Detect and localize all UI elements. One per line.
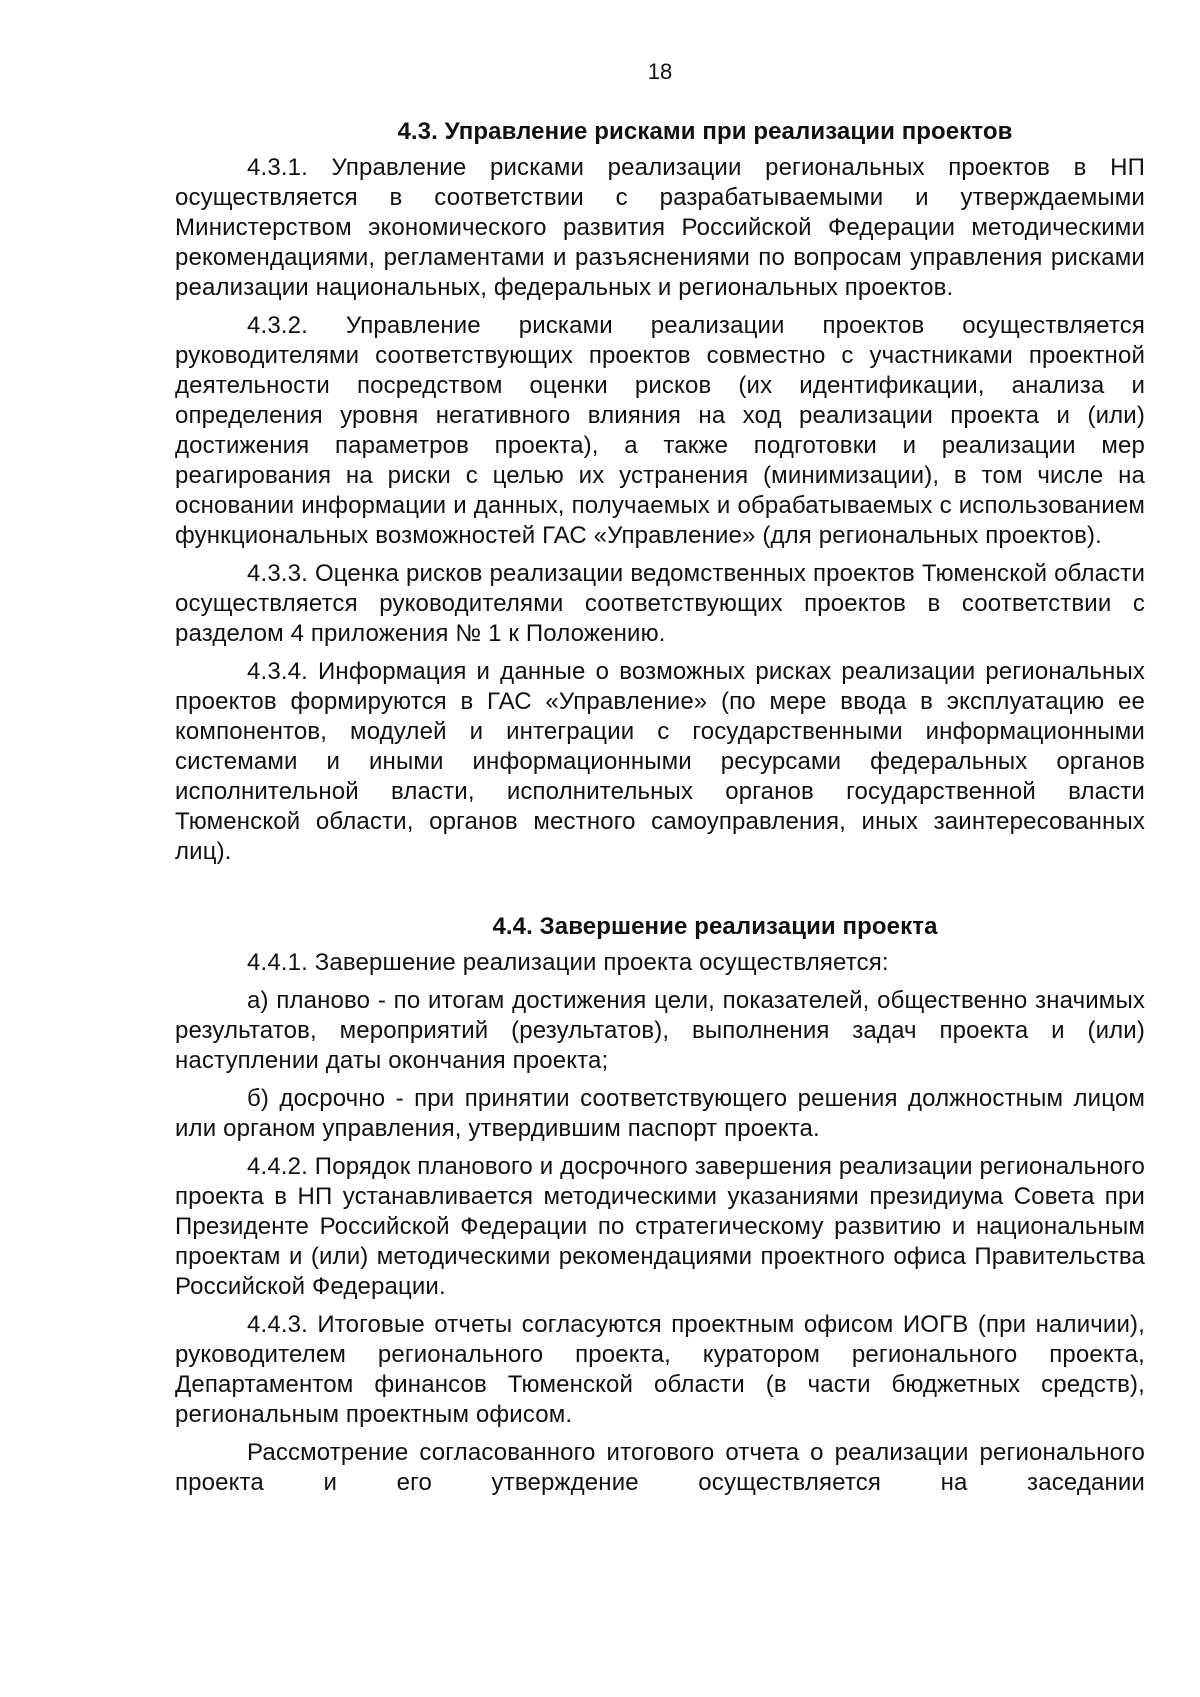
section-heading-4-4: 4.4. Завершение реализации проекта [492, 913, 938, 940]
paragraph-4-3-2: 4.3.2. Управление рисками реализации проектов осуществляется руководителями соответствующих проектов совместно с участниками проектной деятельности посредством оценки рисков (их идентификации, анализа и определения уровня негативного влияния на ход реализации проекта и (или) достижения параметров проекта), а также подготовки и реализации мер реагирования на риски с целью их устранения (минимизации), в том числе на основании информации и данных, получаемых и обрабатываемых с использованием функциональных возможностей ГАС «Управление» (для региональных проектов). [175, 312, 1145, 549]
document-body [175, 116, 1145, 1506]
paragraph-4-3-3: 4.3.3. Оценка рисков реализации ведомственных проектов Тюменской области осуществляется руководителями соответствующих проектов в соответствии с разделом 4 приложения № 1 к Положению. [175, 560, 1145, 647]
page-number: 18 [647, 59, 673, 84]
paragraph-4-3-4: 4.3.4. Информация и данные о возможных рисках реализации региональных проектов формируются в ГАС «Управление» (по мере ввода в эксплуатацию ее компонентов, модулей и интеграции с государственными информационными системами и иными информационными ресурсами федеральных органов исполнительной власти, исполнительных органов государственной власти Тюменской области, органов местного самоуправления, иных заинтересованных лиц). [175, 658, 1145, 865]
section-heading-4-3: 4.3. Управление рисками при реализации проектов [397, 118, 1013, 145]
paragraph-4-4-3: 4.4.3. Итоговые отчеты согласуются проектным офисом ИОГВ (при наличии), руководителем регионального проекта, куратором регионального проекта, Департаментом финансов Тюменской области (в части бюджетных средств), региональным проектным офисом. [175, 1311, 1145, 1428]
paragraph-4-4-3-continued: Рассмотрение согласованного итогового отчета о реализации регионального проекта и его утверждение осуществляется на заседании [175, 1439, 1145, 1496]
paragraph-4-4-2: 4.4.2. Порядок планового и досрочного завершения реализации регионального проекта в НП устанавливается методическими указаниями президиума Совета при Президенте Российской Федерации по стратегическому развитию и национальным проектам и (или) методическими рекомендациями проектного офиса Правительства Российской Федерации. [175, 1153, 1145, 1300]
paragraph-4-4-1-a: а) планово - по итогам достижения цели, показателей, общественно значимых результатов, мероприятий (результатов), выполнения задач проекта и (или) наступлении даты окончания проекта; [175, 987, 1145, 1074]
paragraph-4-4-1-b: б) досрочно - при принятии соответствующего решения должностным лицом или органом управления, утвердившим паспорт проекта. [175, 1085, 1145, 1142]
paragraph-4-4-1: 4.4.1. Завершение реализации проекта осуществляется: [247, 949, 889, 976]
paragraph-4-3-1: 4.3.1. Управление рисками реализации региональных проектов в НП осуществляется в соответствии с разрабатываемыми и утверждаемыми Министерством экономического развития Российской Федерации методическими рекомендациями, регламентами и разъяснениями по вопросам управления рисками реализации национальных, федеральных и региональных проектов. [175, 154, 1145, 301]
